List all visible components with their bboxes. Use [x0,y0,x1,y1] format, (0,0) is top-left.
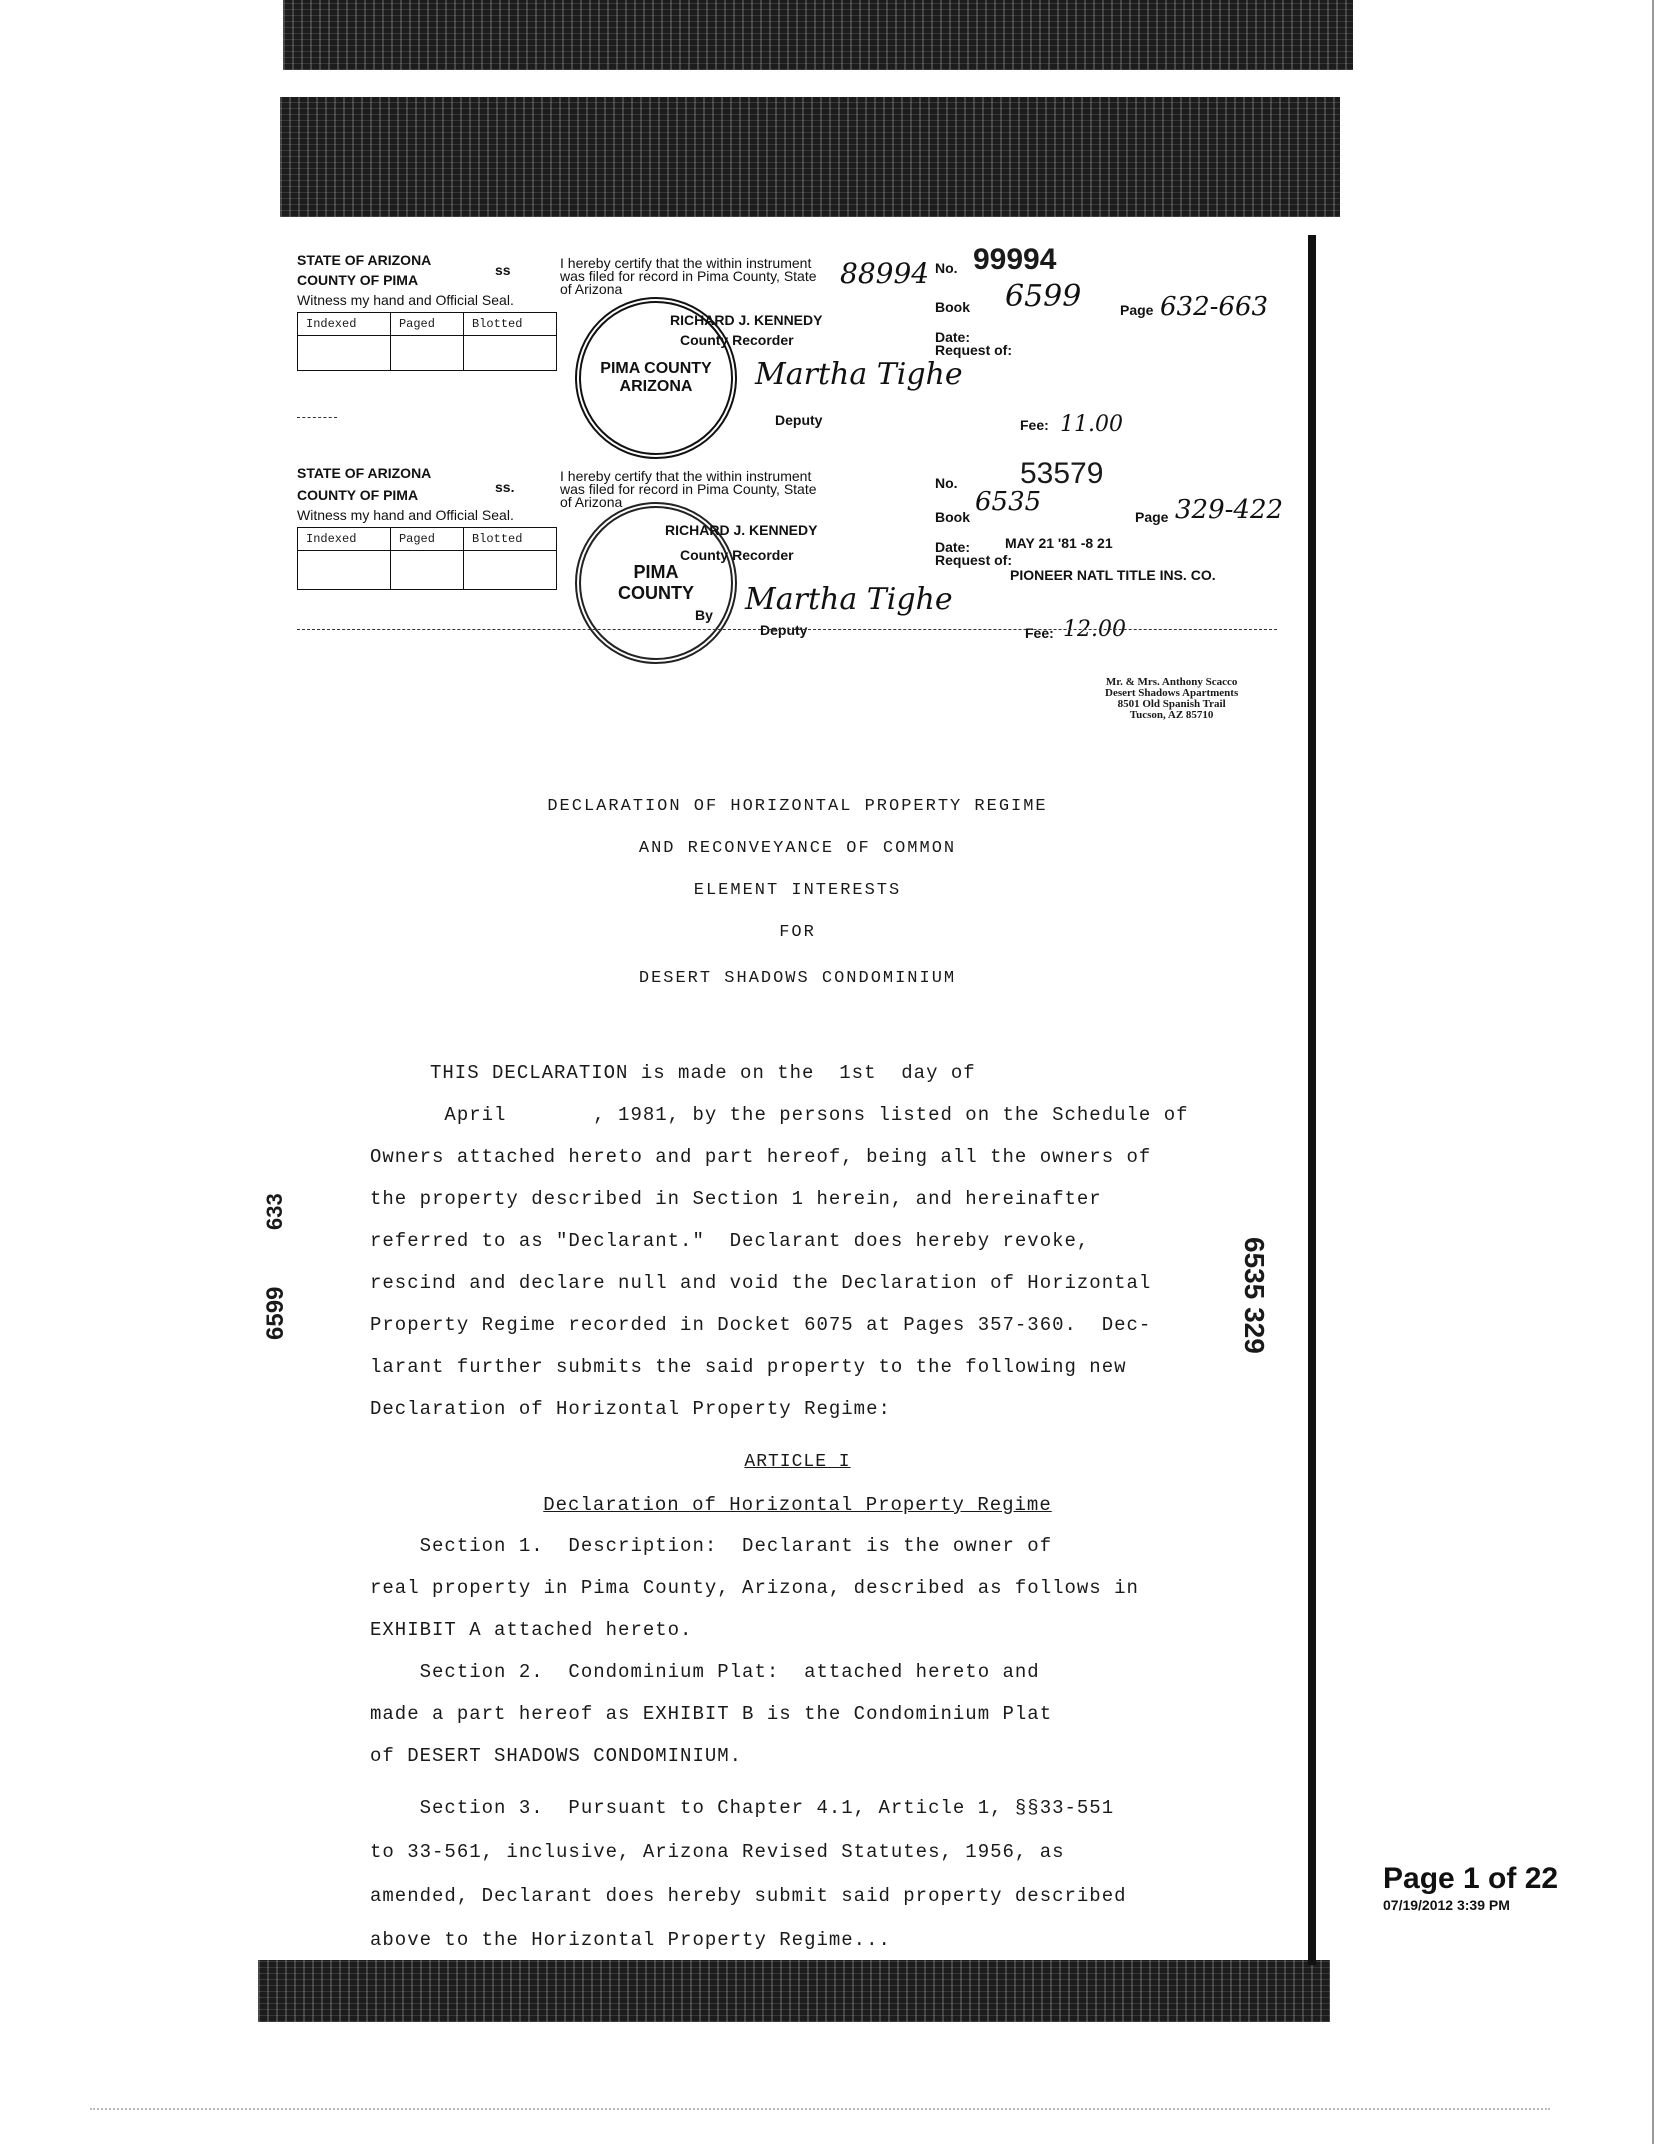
scan-noise-band-bottom [258,1960,1330,2022]
margin-book-page-right: 6535 329 [1239,1237,1270,1354]
body-line: April , 1981, by the persons listed on the Schedule of [370,1104,1189,1126]
seal1-text: PIMA COUNTY ARIZONA [600,360,712,395]
stamp1-date-label: Date: [935,329,971,345]
section-line: above to the Horizontal Property Regime... [370,1929,891,1951]
stamp1-book-label: Book [935,299,970,315]
stamp2-page-value: 329-422 [1175,495,1284,525]
stamp2-fee-label: Fee: [1025,625,1054,641]
section-line: real property in Pima County, Arizona, described as follows in [370,1577,1139,1599]
stamp2-date-value: MAY 21 '81 -8 21 [1005,535,1113,551]
stamp2-by-label: By [695,607,713,623]
stamp2-no-label: No. [935,475,958,491]
return-address-line: Tucson, AZ 85710 [1129,709,1214,721]
stamp2-page-label: Page [1135,509,1169,525]
page-counter: Page 1 of 22 [1383,1862,1559,1895]
section-line: of DESERT SHADOWS CONDOMINIUM. [370,1745,743,1767]
stamp2-date-label: Date: [935,539,971,555]
title-line: DESERT SHADOWS CONDOMINIUM [638,969,957,988]
section-line: to 33-561, inclusive, Arizona Revised Statutes, 1956, as [370,1841,1065,1863]
title-line: DECLARATION OF HORIZONTAL PROPERTY REGIME [547,797,1048,816]
stamp2-ss: ss. [495,479,515,495]
stamp2-recorder-title: County Recorder [680,547,794,563]
body-line: Owners attached hereto and part hereof, being all the owners of [370,1146,1152,1168]
print-timestamp: 07/19/2012 3:39 PM [1383,1897,1510,1913]
stamp2-fee-value: 12.00 [1063,617,1126,642]
stamp2-header-paged: Paged [390,528,463,551]
stamp1-witness: Witness my hand and Official Seal. [297,292,514,308]
stamp1-deputy-signature: Martha Tighe [755,357,963,392]
stamp1-header-paged: Paged [390,313,463,336]
stamp1-record-number: 99994 [973,243,1057,276]
section-line: Section 1. Description: Declarant is the owner of [370,1535,1053,1557]
stamp2-record-number: 53579 [1020,457,1104,490]
stamp1-recorder-title: County Recorder [680,332,794,348]
return-address-line: Desert Shadows Apartments [1105,687,1239,699]
scanned-document-page [285,217,1310,1962]
return-address [1105,677,1238,721]
stamp2-index-table [297,527,557,590]
stamp2-request-value: PIONEER NATL TITLE INS. CO. [1010,567,1216,583]
stamp2-book-label: Book [935,509,970,525]
stamp1-index-table [297,312,557,371]
section-line: EXHIBIT A attached hereto. [370,1619,693,1641]
stamp1-header-blotted: Blotted [464,313,557,336]
stamp2-certify: I hereby certify that the within instrument was filed for record in Pima County, State of Arizona [560,468,817,510]
scan-noise-band-top [283,0,1353,70]
stamp1-page-label: Page [1120,302,1154,318]
stamp1-book-value: 6599 [1005,279,1082,314]
stamp1-no-label: No. [935,260,958,276]
article-heading: ARTICLE I [744,1452,851,1472]
body-line: Declaration of Horizontal Property Regime: [370,1398,891,1420]
stamp2-deputy-label: Deputy [760,622,808,638]
stamp1-deputy-label: Deputy [775,412,823,428]
body-line: larant further submits the said property to the following new [370,1356,1127,1378]
stamp2-deputy-signature: Martha Tighe [745,582,953,617]
margin-book-left: 6599 [262,1286,289,1340]
stamp2-request-label: Request of: [935,552,1012,568]
margin-page-left: 633 [262,1193,287,1230]
stamp1-header-indexed: Indexed [298,313,391,336]
section-line: made a part hereof as EXHIBIT B is the Condominium Plat [370,1703,1053,1725]
body-line: rescind and declare null and void the Declaration of Horizontal [370,1272,1152,1294]
stamp2-state: STATE OF ARIZONA [297,465,432,481]
title-line: FOR [779,923,816,942]
stamp1-handwritten-number: 88994 [840,257,930,290]
stamp1-state: STATE OF ARIZONA [297,252,432,268]
stamp1-fee-value: 11.00 [1060,412,1123,437]
stamp1-request-label: Request of: [935,342,1012,358]
stamp2-county: COUNTY OF PIMA [297,487,419,503]
title-line: ELEMENT INTERESTS [693,881,902,900]
return-address-line: 8501 Old Spanish Trail [1117,698,1226,710]
scan-dotted-edge [90,2108,1550,2110]
stamp1-certify: I hereby certify that the within instrument was filed for record in Pima County, State of Arizona [560,255,817,297]
stamp1-recorder-name: RICHARD J. KENNEDY [670,312,823,328]
title-line: AND RECONVEYANCE OF COMMON [638,839,957,858]
stamp1-page-value: 632-663 [1160,292,1269,322]
stamp2-book-value: 6535 [975,487,1042,517]
stamp2-recorder-name: RICHARD J. KENNEDY [665,522,818,538]
stamp1-line [297,417,337,418]
body-line: THIS DECLARATION is made on the 1st day of [430,1062,976,1084]
stamp1-county: COUNTY OF PIMA [297,272,419,288]
stamp2-line [297,629,1277,630]
stamp2-header-indexed: Indexed [298,528,391,551]
stamp1-fee-label: Fee: [1020,417,1049,433]
seal2-text: PIMA COUNTY [618,562,694,603]
body-line: Property Regime recorded in Docket 6075 at Pages 357-360. Dec- [370,1314,1152,1336]
stamp1-ss: ss [495,262,511,278]
return-address-line: Mr. & Mrs. Anthony Scacco [1105,676,1238,688]
body-line: referred to as "Declarant." Declarant does hereby revoke, [370,1230,1090,1252]
stamp2-witness: Witness my hand and Official Seal. [297,507,514,523]
section-line: Section 3. Pursuant to Chapter 4.1, Article 1, §§33-551 [370,1797,1115,1819]
body-line: the property described in Section 1 herein, and hereinafter [370,1188,1102,1210]
section-line: Section 2. Condominium Plat: attached hereto and [370,1661,1040,1683]
scan-noise-band-header [280,97,1340,217]
stamp2-header-blotted: Blotted [464,528,557,551]
section-line: amended, Declarant does hereby submit said property described [370,1885,1127,1907]
scan-border-line [1652,0,1654,2144]
article-subheading: Declaration of Horizontal Property Regime [543,1494,1052,1516]
